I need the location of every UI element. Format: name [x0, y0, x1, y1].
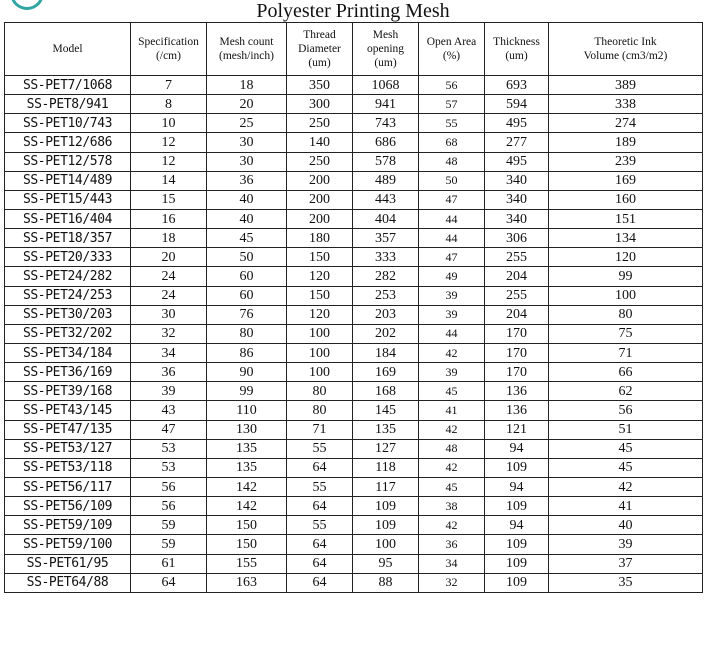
ink-volume-cell: 100: [549, 286, 703, 305]
specification-cell: 15: [131, 190, 207, 209]
model-cell: SS-PET12/686: [5, 133, 131, 152]
thickness-cell: 204: [485, 305, 549, 324]
spec-table-container: [4, 22, 702, 593]
specification-cell: 61: [131, 554, 207, 573]
open-area-cell: 34: [419, 554, 485, 573]
ink-volume-cell: 51: [549, 420, 703, 439]
table-row: [5, 152, 703, 171]
open-area-cell: 39: [419, 363, 485, 382]
mesh-opening-cell: 253: [353, 286, 419, 305]
ink-volume-cell: 239: [549, 152, 703, 171]
mesh-count-cell: 150: [207, 535, 287, 554]
mesh-opening-cell: 941: [353, 95, 419, 114]
specification-cell: 59: [131, 535, 207, 554]
thickness-cell: 109: [485, 535, 549, 554]
thickness-cell: 340: [485, 171, 549, 190]
thickness-cell: 495: [485, 152, 549, 171]
thickness-cell: 94: [485, 439, 549, 458]
mesh-count-cell: 25: [207, 114, 287, 133]
ink-volume-cell: 80: [549, 305, 703, 324]
thickness-cell: 170: [485, 324, 549, 343]
thickness-cell: 340: [485, 190, 549, 209]
specification-cell: 12: [131, 152, 207, 171]
specification-cell: 34: [131, 343, 207, 362]
model-cell: SS-PET8/941: [5, 95, 131, 114]
open-area-cell: 42: [419, 343, 485, 362]
model-cell: SS-PET56/117: [5, 477, 131, 496]
header-label: (um): [374, 57, 397, 69]
model-cell: SS-PET36/169: [5, 363, 131, 382]
mesh-count-cell: 18: [207, 76, 287, 95]
specification-cell: 53: [131, 458, 207, 477]
thread-diameter-cell: 64: [287, 554, 353, 573]
mesh-opening-cell: 333: [353, 248, 419, 267]
mesh-opening-cell: 404: [353, 209, 419, 228]
mesh-opening-cell: 100: [353, 535, 419, 554]
model-cell: SS-PET43/145: [5, 401, 131, 420]
table-row: [5, 114, 703, 133]
open-area-cell: 48: [419, 439, 485, 458]
open-area-cell: 55: [419, 114, 485, 133]
model-cell: SS-PET61/95: [5, 554, 131, 573]
ink-volume-cell: 39: [549, 535, 703, 554]
model-cell: SS-PET53/127: [5, 439, 131, 458]
mesh-count-cell: 76: [207, 305, 287, 324]
thickness-cell: 109: [485, 458, 549, 477]
specification-cell: 16: [131, 209, 207, 228]
header-label: (%): [442, 50, 461, 62]
mesh-count-cell: 163: [207, 573, 287, 592]
mesh-count-cell: 40: [207, 209, 287, 228]
mesh-opening-cell: 443: [353, 190, 419, 209]
thickness-cell: 121: [485, 420, 549, 439]
header-label: Open Area: [426, 36, 477, 48]
open-area-cell: 44: [419, 209, 485, 228]
table-row: [5, 554, 703, 573]
thread-diameter-cell: 150: [287, 286, 353, 305]
table-row: [5, 76, 703, 95]
thread-diameter-cell: 64: [287, 535, 353, 554]
thread-diameter-cell: 64: [287, 497, 353, 516]
table-row: [5, 458, 703, 477]
thread-diameter-header: [287, 23, 353, 76]
thread-diameter-cell: 250: [287, 114, 353, 133]
thickness-cell: 255: [485, 286, 549, 305]
model-cell: SS-PET7/1068: [5, 76, 131, 95]
header-label: Theoretic Ink: [594, 36, 657, 48]
header-label: opening: [366, 43, 405, 55]
specification-cell: 47: [131, 420, 207, 439]
open-area-cell: 56: [419, 76, 485, 95]
ink-volume-cell: 134: [549, 229, 703, 248]
mesh-count-cell: 135: [207, 439, 287, 458]
mesh-count-cell: 135: [207, 458, 287, 477]
thread-diameter-cell: 80: [287, 401, 353, 420]
open-area-header: [419, 23, 485, 76]
mesh-opening-cell: 743: [353, 114, 419, 133]
thickness-cell: 306: [485, 229, 549, 248]
mesh-opening-cell: 184: [353, 343, 419, 362]
mesh-opening-cell: 282: [353, 267, 419, 286]
table-row: [5, 573, 703, 592]
mesh-opening-cell: 95: [353, 554, 419, 573]
header-label: (mesh/inch): [219, 50, 274, 62]
mesh-opening-cell: 168: [353, 382, 419, 401]
thickness-cell: 277: [485, 133, 549, 152]
header-label: Thickness: [493, 36, 540, 48]
specification-cell: 56: [131, 477, 207, 496]
thread-diameter-cell: 55: [287, 477, 353, 496]
thread-diameter-cell: 200: [287, 209, 353, 228]
ink-volume-cell: 338: [549, 95, 703, 114]
mesh-opening-cell: 109: [353, 497, 419, 516]
thread-diameter-cell: 120: [287, 267, 353, 286]
header-label: Thread: [303, 29, 336, 41]
thickness-cell: 495: [485, 114, 549, 133]
table-row: [5, 343, 703, 362]
mesh-opening-cell: 88: [353, 573, 419, 592]
specification-cell: 43: [131, 401, 207, 420]
table-row: [5, 267, 703, 286]
open-area-cell: 42: [419, 458, 485, 477]
header-label: (/cm): [156, 50, 181, 62]
ink-volume-cell: 75: [549, 324, 703, 343]
table-body: [5, 76, 703, 593]
ink-volume-cell: 66: [549, 363, 703, 382]
model-cell: SS-PET59/100: [5, 535, 131, 554]
table-row: [5, 401, 703, 420]
table-row: [5, 229, 703, 248]
open-area-cell: 57: [419, 95, 485, 114]
open-area-cell: 45: [419, 382, 485, 401]
thickness-cell: 255: [485, 248, 549, 267]
thread-diameter-cell: 200: [287, 190, 353, 209]
model-cell: SS-PET64/88: [5, 573, 131, 592]
header-label: Mesh count: [219, 36, 274, 48]
table-row: [5, 248, 703, 267]
mesh-count-cell: 142: [207, 477, 287, 496]
mesh-opening-cell: 489: [353, 171, 419, 190]
model-cell: SS-PET32/202: [5, 324, 131, 343]
table-row: [5, 535, 703, 554]
model-header: [5, 23, 131, 76]
header-row: [5, 23, 703, 76]
mesh-count-header: [207, 23, 287, 76]
thickness-cell: 170: [485, 343, 549, 362]
header-label: Volume (cm3/m2): [583, 50, 668, 62]
thread-diameter-cell: 55: [287, 439, 353, 458]
ink-volume-cell: 169: [549, 171, 703, 190]
mesh-count-cell: 150: [207, 516, 287, 535]
ink-volume-cell: 45: [549, 439, 703, 458]
thickness-cell: 109: [485, 497, 549, 516]
model-cell: SS-PET47/135: [5, 420, 131, 439]
header-label: (um): [505, 50, 528, 62]
thickness-header: [485, 23, 549, 76]
thread-diameter-cell: 140: [287, 133, 353, 152]
open-area-cell: 38: [419, 497, 485, 516]
table-row: [5, 95, 703, 114]
specification-cell: 18: [131, 229, 207, 248]
thread-diameter-cell: 100: [287, 324, 353, 343]
open-area-cell: 44: [419, 324, 485, 343]
table-row: [5, 190, 703, 209]
specification-cell: 30: [131, 305, 207, 324]
table-row: [5, 382, 703, 401]
specification-cell: 32: [131, 324, 207, 343]
model-cell: SS-PET59/109: [5, 516, 131, 535]
thread-diameter-cell: 200: [287, 171, 353, 190]
ink-volume-cell: 120: [549, 248, 703, 267]
mesh-opening-cell: 135: [353, 420, 419, 439]
ink-volume-header: [549, 23, 703, 76]
thickness-cell: 170: [485, 363, 549, 382]
table-row: [5, 286, 703, 305]
mesh-count-cell: 45: [207, 229, 287, 248]
ink-volume-cell: 274: [549, 114, 703, 133]
ink-volume-cell: 62: [549, 382, 703, 401]
open-area-cell: 39: [419, 286, 485, 305]
header-label: Diameter: [298, 43, 341, 55]
header-label: Model: [52, 43, 83, 55]
mesh-count-cell: 40: [207, 190, 287, 209]
mesh-opening-cell: 169: [353, 363, 419, 382]
model-cell: SS-PET15/443: [5, 190, 131, 209]
open-area-cell: 42: [419, 516, 485, 535]
thread-diameter-cell: 55: [287, 516, 353, 535]
page-title: Polyester Printing Mesh: [256, 0, 450, 22]
model-cell: SS-PET30/203: [5, 305, 131, 324]
thread-diameter-cell: 64: [287, 573, 353, 592]
mesh-count-cell: 20: [207, 95, 287, 114]
ink-volume-cell: 160: [549, 190, 703, 209]
open-area-cell: 36: [419, 535, 485, 554]
thread-diameter-cell: 100: [287, 363, 353, 382]
open-area-cell: 42: [419, 420, 485, 439]
model-cell: SS-PET14/489: [5, 171, 131, 190]
mesh-opening-cell: 118: [353, 458, 419, 477]
header-label: (um): [308, 57, 331, 69]
model-cell: SS-PET34/184: [5, 343, 131, 362]
table-row: [5, 477, 703, 496]
thread-diameter-cell: 71: [287, 420, 353, 439]
specification-cell: 8: [131, 95, 207, 114]
mesh-opening-cell: 127: [353, 439, 419, 458]
open-area-cell: 68: [419, 133, 485, 152]
mesh-count-cell: 36: [207, 171, 287, 190]
thickness-cell: 109: [485, 554, 549, 573]
thread-diameter-cell: 250: [287, 152, 353, 171]
thread-diameter-cell: 150: [287, 248, 353, 267]
mesh-opening-cell: 203: [353, 305, 419, 324]
model-cell: SS-PET39/168: [5, 382, 131, 401]
mesh-opening-header: [353, 23, 419, 76]
open-area-cell: 39: [419, 305, 485, 324]
mesh-opening-cell: 109: [353, 516, 419, 535]
mesh-count-cell: 130: [207, 420, 287, 439]
specification-cell: 24: [131, 267, 207, 286]
mesh-opening-cell: 357: [353, 229, 419, 248]
ink-volume-cell: 71: [549, 343, 703, 362]
thickness-cell: 94: [485, 516, 549, 535]
open-area-cell: 44: [419, 229, 485, 248]
open-area-cell: 47: [419, 190, 485, 209]
specification-cell: 20: [131, 248, 207, 267]
table-row: [5, 497, 703, 516]
mesh-opening-cell: 578: [353, 152, 419, 171]
thickness-cell: 94: [485, 477, 549, 496]
ink-volume-cell: 151: [549, 209, 703, 228]
ink-volume-cell: 189: [549, 133, 703, 152]
open-area-cell: 49: [419, 267, 485, 286]
model-cell: SS-PET53/118: [5, 458, 131, 477]
mesh-count-cell: 110: [207, 401, 287, 420]
thickness-cell: 204: [485, 267, 549, 286]
ink-volume-cell: 99: [549, 267, 703, 286]
mesh-count-cell: 80: [207, 324, 287, 343]
specification-cell: 53: [131, 439, 207, 458]
specification-cell: 59: [131, 516, 207, 535]
ink-volume-cell: 45: [549, 458, 703, 477]
ink-volume-cell: 37: [549, 554, 703, 573]
table-header: [5, 23, 703, 76]
specification-header: [131, 23, 207, 76]
thickness-cell: 594: [485, 95, 549, 114]
table-row: [5, 171, 703, 190]
thickness-cell: 693: [485, 76, 549, 95]
spec-table: [4, 22, 703, 593]
open-area-cell: 41: [419, 401, 485, 420]
thickness-cell: 136: [485, 382, 549, 401]
mesh-count-cell: 142: [207, 497, 287, 516]
mesh-count-cell: 60: [207, 286, 287, 305]
ink-volume-cell: 35: [549, 573, 703, 592]
specification-cell: 39: [131, 382, 207, 401]
open-area-cell: 47: [419, 248, 485, 267]
specification-cell: 56: [131, 497, 207, 516]
open-area-cell: 50: [419, 171, 485, 190]
open-area-cell: 48: [419, 152, 485, 171]
mesh-opening-cell: 145: [353, 401, 419, 420]
ink-volume-cell: 389: [549, 76, 703, 95]
mesh-count-cell: 30: [207, 133, 287, 152]
specification-cell: 7: [131, 76, 207, 95]
ink-volume-cell: 56: [549, 401, 703, 420]
specification-cell: 14: [131, 171, 207, 190]
header-label: Specification: [138, 36, 199, 48]
mesh-opening-cell: 686: [353, 133, 419, 152]
mesh-opening-cell: 117: [353, 477, 419, 496]
thread-diameter-cell: 80: [287, 382, 353, 401]
header-label: Mesh: [372, 29, 399, 41]
specification-cell: 36: [131, 363, 207, 382]
mesh-count-cell: 90: [207, 363, 287, 382]
ink-volume-cell: 41: [549, 497, 703, 516]
specification-cell: 12: [131, 133, 207, 152]
mesh-count-cell: 155: [207, 554, 287, 573]
table-row: [5, 516, 703, 535]
ink-volume-cell: 42: [549, 477, 703, 496]
mesh-opening-cell: 202: [353, 324, 419, 343]
open-area-cell: 45: [419, 477, 485, 496]
mesh-count-cell: 50: [207, 248, 287, 267]
mesh-count-cell: 60: [207, 267, 287, 286]
specification-cell: 10: [131, 114, 207, 133]
model-cell: SS-PET24/282: [5, 267, 131, 286]
model-cell: SS-PET56/109: [5, 497, 131, 516]
thread-diameter-cell: 64: [287, 458, 353, 477]
mesh-count-cell: 30: [207, 152, 287, 171]
table-row: [5, 324, 703, 343]
table-row: [5, 439, 703, 458]
thread-diameter-cell: 180: [287, 229, 353, 248]
model-cell: SS-PET24/253: [5, 286, 131, 305]
table-row: [5, 209, 703, 228]
ink-volume-cell: 40: [549, 516, 703, 535]
model-cell: SS-PET12/578: [5, 152, 131, 171]
thread-diameter-cell: 300: [287, 95, 353, 114]
model-cell: SS-PET20/333: [5, 248, 131, 267]
table-row: [5, 133, 703, 152]
specification-cell: 24: [131, 286, 207, 305]
model-cell: SS-PET18/357: [5, 229, 131, 248]
table-row: [5, 305, 703, 324]
model-cell: SS-PET10/743: [5, 114, 131, 133]
model-cell: SS-PET16/404: [5, 209, 131, 228]
thread-diameter-cell: 350: [287, 76, 353, 95]
open-area-cell: 32: [419, 573, 485, 592]
specification-cell: 64: [131, 573, 207, 592]
table-row: [5, 420, 703, 439]
thread-diameter-cell: 100: [287, 343, 353, 362]
mesh-count-cell: 86: [207, 343, 287, 362]
mesh-count-cell: 99: [207, 382, 287, 401]
thickness-cell: 136: [485, 401, 549, 420]
thread-diameter-cell: 120: [287, 305, 353, 324]
thickness-cell: 109: [485, 573, 549, 592]
table-row: [5, 363, 703, 382]
thickness-cell: 340: [485, 209, 549, 228]
mesh-opening-cell: 1068: [353, 76, 419, 95]
